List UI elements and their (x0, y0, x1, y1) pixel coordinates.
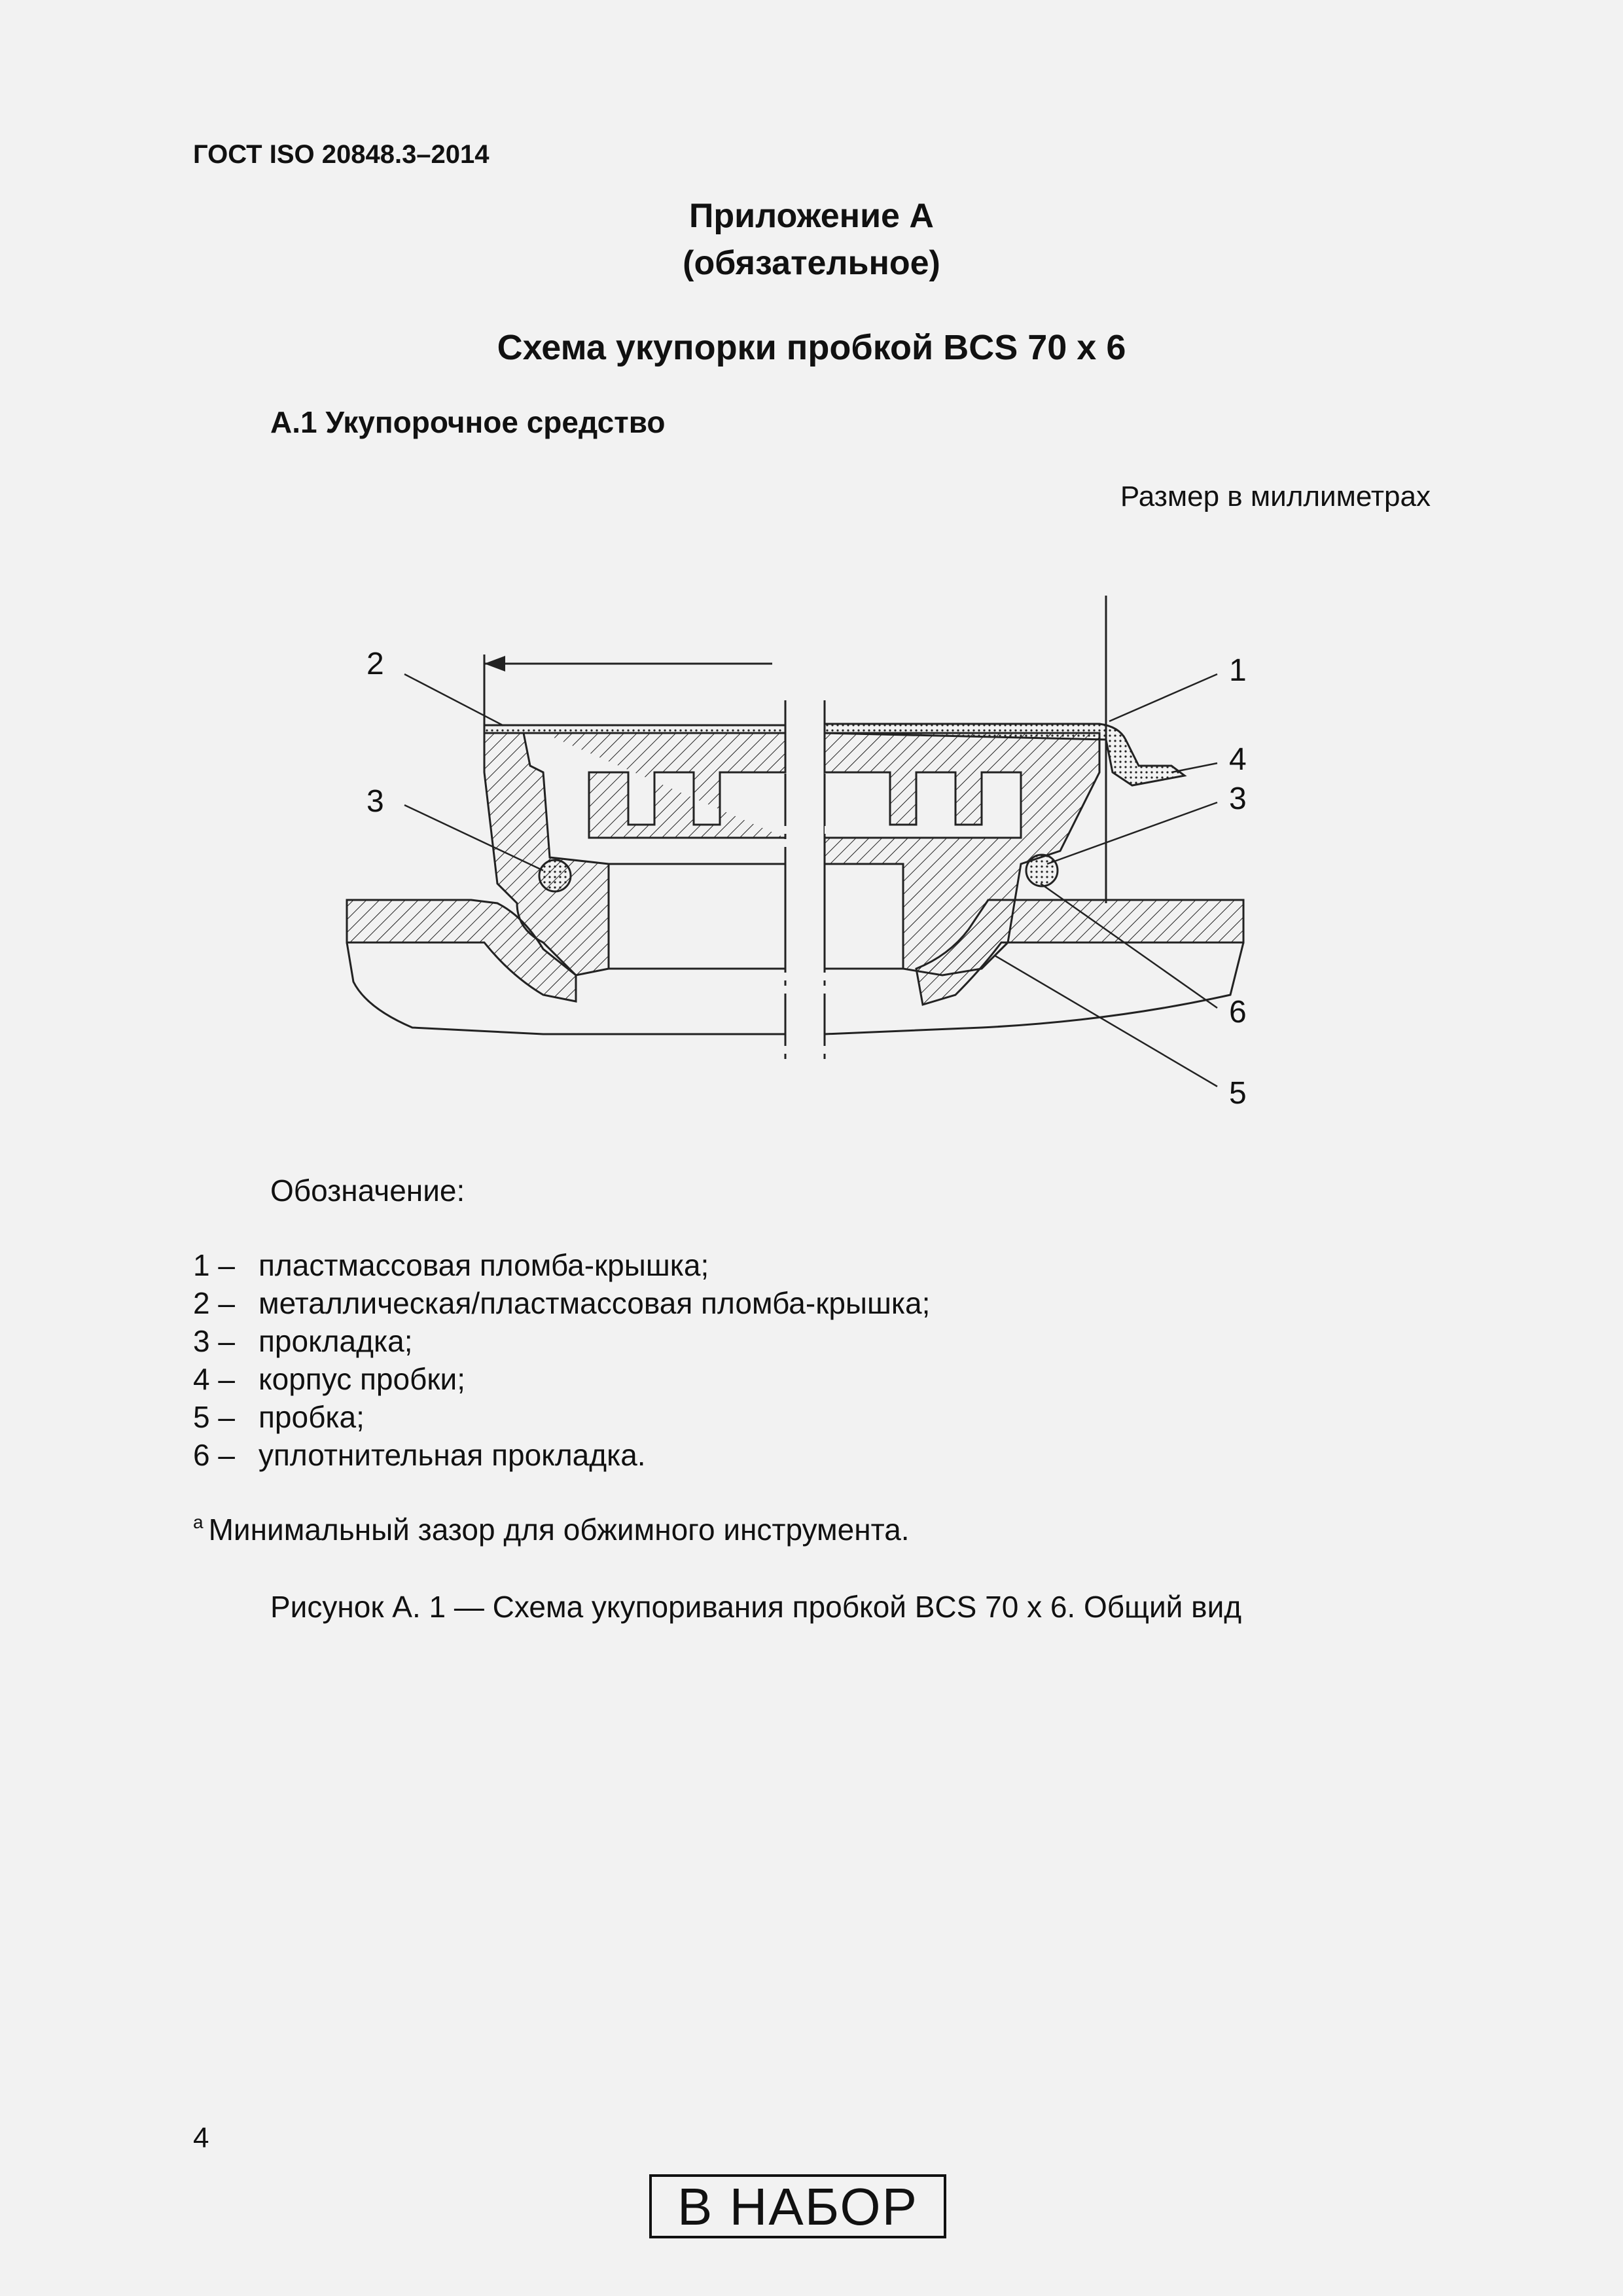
legend-item (193, 1284, 930, 1322)
size-note: Размер в миллиметрах (1120, 480, 1431, 512)
legend-item-number: 4 – (193, 1362, 235, 1396)
legend-item (193, 1436, 930, 1474)
plug-ribs-left (543, 733, 785, 838)
legend-item-text: уплотнительная прокладка. (259, 1438, 646, 1472)
figure-caption: Рисунок А. 1 — Схема укупоривания пробкой BCS 70 x 6. Общий вид (270, 1590, 1242, 1624)
legend-item-number: 3 – (193, 1324, 235, 1358)
callout-1: 1 (1229, 653, 1247, 688)
section-heading: А.1 Укупорочное средство (270, 405, 666, 439)
leader-2 (404, 674, 503, 725)
legend-item-number: 1 – (193, 1248, 235, 1282)
plug-inner-right (825, 864, 903, 969)
appendix-heading (654, 192, 969, 287)
appendix-status: (обязательное) (683, 244, 940, 282)
footnote (193, 1512, 910, 1547)
legend-item-text: корпус пробки; (259, 1362, 466, 1396)
legend-item-number: 2 – (193, 1286, 235, 1320)
scheme-title: Схема укупорки пробкой BCS 70 x 6 (497, 328, 1126, 367)
leader-5 (995, 956, 1217, 1086)
callout-3-right: 3 (1229, 781, 1247, 816)
leader-1 (1109, 674, 1217, 721)
callout-4: 4 (1229, 742, 1247, 777)
gasket-left (539, 860, 571, 891)
legend-list (193, 1246, 930, 1474)
typeset-stamp: В НАБОР (649, 2174, 946, 2238)
footnote-mark: а (193, 1512, 204, 1532)
legend-item (193, 1246, 930, 1284)
gasket-right (1026, 855, 1058, 886)
footnote-text: Минимальный зазор для обжимного инструмента. (208, 1513, 910, 1547)
legend-item-text: металлическая/пластмассовая пломба-крышка; (259, 1286, 931, 1320)
legend-item (193, 1322, 930, 1360)
legend-title: Обозначение: (270, 1174, 465, 1208)
plug-inner-left (609, 864, 785, 969)
callout-6: 6 (1229, 995, 1247, 1030)
ground-line (347, 942, 1243, 1034)
callout-3-left: 3 (366, 784, 384, 819)
legend-item-text: пластмассовая пломба-крышка; (259, 1248, 709, 1282)
appendix-title: Приложение А (689, 197, 934, 235)
plug-ribs-right (825, 772, 1021, 838)
seal-cap-left (484, 725, 785, 733)
legend-item (193, 1398, 930, 1436)
legend-item-number: 6 – (193, 1438, 235, 1472)
callout-2: 2 (366, 647, 384, 681)
legend-item-text: прокладка; (259, 1324, 413, 1358)
legend-item (193, 1360, 930, 1398)
arrow-head (484, 656, 505, 672)
legend-item-number: 5 – (193, 1400, 235, 1434)
legend-item-text: пробка; (259, 1400, 365, 1434)
callout-5: 5 (1229, 1076, 1247, 1111)
leader-4 (1171, 763, 1217, 772)
closure-diagram (327, 576, 1296, 1126)
document-code: ГОСТ ISO 20848.3–2014 (193, 140, 490, 169)
page-number: 4 (193, 2122, 209, 2154)
